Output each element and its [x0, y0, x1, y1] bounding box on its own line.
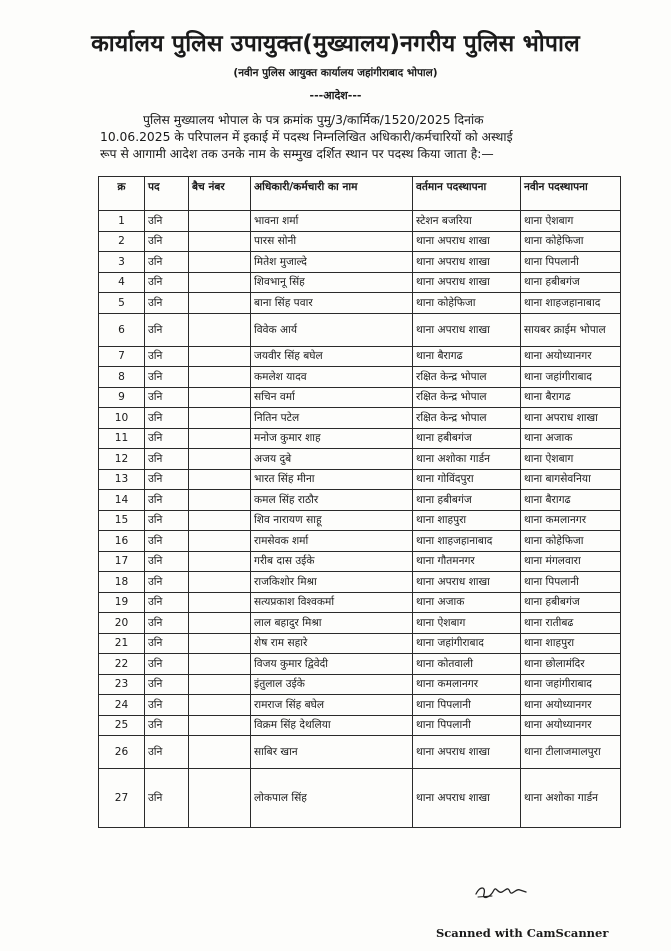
cell-name: राजकिशोर मिश्रा	[251, 572, 413, 593]
order-heading: ---आदेश---	[309, 89, 362, 102]
cell-name: रामराज सिंह बघेल	[251, 695, 413, 716]
cell-rank: उनि	[145, 387, 189, 408]
cell-current-posting: थाना ऐशबाग	[413, 613, 521, 634]
cell-rank: उनि	[145, 272, 189, 293]
cell-rank: उनि	[145, 313, 189, 346]
signature	[472, 880, 530, 902]
cell-sn: 14	[99, 490, 145, 511]
table-header-row	[99, 177, 621, 211]
table-row	[99, 211, 621, 232]
table-row	[99, 715, 621, 736]
cell-name: शिव नारायण साहू	[251, 510, 413, 531]
cell-new-posting: थाना टीलाजमालपुरा	[521, 736, 621, 769]
table-row	[99, 654, 621, 675]
cell-current-posting: थाना अपराध शाखा	[413, 572, 521, 593]
cell-badge	[189, 633, 251, 654]
cell-current-posting: थाना कोतवाली	[413, 654, 521, 675]
cell-current-posting: थाना अपराध शाखा	[413, 272, 521, 293]
cell-sn: 8	[99, 367, 145, 388]
cell-name: गरीब दास उईके	[251, 551, 413, 572]
cell-new-posting: थाना रातीबढ	[521, 613, 621, 634]
cell-new-posting: थाना बैरागढ	[521, 387, 621, 408]
header-badge: बैच नंबर	[189, 177, 251, 211]
cell-badge	[189, 346, 251, 367]
cell-name: इंतुलाल उईके	[251, 674, 413, 695]
cell-new-posting: थाना अयोध्यानगर	[521, 346, 621, 367]
table-row	[99, 367, 621, 388]
cell-name: पारस सोनी	[251, 231, 413, 252]
cell-sn: 25	[99, 715, 145, 736]
table-row	[99, 272, 621, 293]
cell-name: रामसेवक शर्मा	[251, 531, 413, 552]
cell-badge	[189, 313, 251, 346]
table-row	[99, 387, 621, 408]
cell-current-posting: थाना हबीबगंज	[413, 490, 521, 511]
table-row	[99, 674, 621, 695]
cell-name: शिवभानू सिंह	[251, 272, 413, 293]
cell-rank: उनि	[145, 293, 189, 314]
cell-rank: उनि	[145, 674, 189, 695]
cell-current-posting: थाना कोहेफिजा	[413, 293, 521, 314]
intro-line-3: रूप से आगामी आदेश तक उनके नाम के सम्मुख दर्शित स्थान पर पदस्थ किया जाता है:—	[100, 147, 494, 161]
cell-badge	[189, 252, 251, 273]
cell-rank: उनि	[145, 531, 189, 552]
cell-new-posting: थाना ऐशबाग	[521, 211, 621, 232]
cell-new-posting: थाना कोहेफिजा	[521, 531, 621, 552]
cell-sn: 10	[99, 408, 145, 429]
table-row	[99, 551, 621, 572]
table-row	[99, 572, 621, 593]
cell-new-posting: थाना छोलामंदिर	[521, 654, 621, 675]
cell-current-posting: रक्षित केन्द्र भोपाल	[413, 387, 521, 408]
header-current-posting: वर्तमान पदस्थापना	[413, 177, 521, 211]
cell-rank: उनि	[145, 252, 189, 273]
cell-rank: उनि	[145, 231, 189, 252]
office-title: कार्यालय पुलिस उपायुक्त(मुख्यालय)नगरीय पुलिस भोपाल	[91, 31, 580, 57]
cell-sn: 11	[99, 428, 145, 449]
cell-current-posting: थाना शाहजहानाबाद	[413, 531, 521, 552]
order-intro	[100, 112, 620, 163]
cell-badge	[189, 654, 251, 675]
cell-rank: उनि	[145, 592, 189, 613]
cell-new-posting: थाना पिपलानी	[521, 252, 621, 273]
cell-badge	[189, 469, 251, 490]
cell-badge	[189, 674, 251, 695]
cell-rank: उनि	[145, 408, 189, 429]
cell-badge	[189, 613, 251, 634]
cell-badge	[189, 367, 251, 388]
cell-sn: 23	[99, 674, 145, 695]
cell-new-posting: थाना अशोका गार्डन	[521, 769, 621, 828]
table-row	[99, 736, 621, 769]
cell-sn: 12	[99, 449, 145, 470]
cell-badge	[189, 428, 251, 449]
cell-new-posting: थाना जहांगीराबाद	[521, 674, 621, 695]
cell-rank: उनि	[145, 367, 189, 388]
cell-current-posting: थाना पिपलानी	[413, 695, 521, 716]
cell-current-posting: थाना अपराध शाखा	[413, 252, 521, 273]
cell-badge	[189, 490, 251, 511]
cell-badge	[189, 769, 251, 828]
header-sn: क्र	[99, 177, 145, 211]
cell-name: भारत सिंह मीना	[251, 469, 413, 490]
table-row	[99, 490, 621, 511]
cell-sn: 7	[99, 346, 145, 367]
cell-sn: 16	[99, 531, 145, 552]
cell-new-posting: थाना पिपलानी	[521, 572, 621, 593]
cell-name: लोकपाल सिंह	[251, 769, 413, 828]
cell-current-posting: थाना जहांगीराबाद	[413, 633, 521, 654]
cell-rank: उनि	[145, 736, 189, 769]
table-row	[99, 313, 621, 346]
cell-sn: 18	[99, 572, 145, 593]
cell-rank: उनि	[145, 654, 189, 675]
intro-line-1: पुलिस मुख्यालय भोपाल के पत्र क्रमांक पुमु/3/कार्मिक/1520/2025 दिनांक	[143, 113, 484, 127]
table-row	[99, 408, 621, 429]
table-row	[99, 231, 621, 252]
cell-name: सत्यप्रकाश विश्वकर्मा	[251, 592, 413, 613]
cell-current-posting: रक्षित केन्द्र भोपाल	[413, 367, 521, 388]
cell-sn: 2	[99, 231, 145, 252]
table-body	[99, 211, 621, 828]
cell-new-posting: थाना कोहेफिजा	[521, 231, 621, 252]
cell-badge	[189, 449, 251, 470]
cell-rank: उनि	[145, 428, 189, 449]
cell-sn: 26	[99, 736, 145, 769]
cell-new-posting: थाना ऐशबाग	[521, 449, 621, 470]
cell-new-posting: थाना शाहजहानाबाद	[521, 293, 621, 314]
cell-badge	[189, 592, 251, 613]
cell-sn: 20	[99, 613, 145, 634]
cell-sn: 15	[99, 510, 145, 531]
header-rank: पद	[145, 177, 189, 211]
cell-new-posting: थाना शाहपुरा	[521, 633, 621, 654]
cell-rank: उनि	[145, 449, 189, 470]
cell-name: सचिन वर्मा	[251, 387, 413, 408]
cell-sn: 22	[99, 654, 145, 675]
cell-new-posting: थाना बैरागढ	[521, 490, 621, 511]
table-row	[99, 769, 621, 828]
cell-rank: उनि	[145, 469, 189, 490]
cell-rank: उनि	[145, 572, 189, 593]
cell-rank: उनि	[145, 211, 189, 232]
cell-rank: उनि	[145, 715, 189, 736]
cell-rank: उनि	[145, 613, 189, 634]
cell-name: जयवीर सिंह बघेल	[251, 346, 413, 367]
cell-badge	[189, 510, 251, 531]
cell-name: शेष राम सहारे	[251, 633, 413, 654]
table-row	[99, 633, 621, 654]
cell-new-posting: थाना अपराध शाखा	[521, 408, 621, 429]
cell-badge	[189, 272, 251, 293]
cell-rank: उनि	[145, 769, 189, 828]
cell-current-posting: थाना अपराध शाखा	[413, 769, 521, 828]
cell-current-posting: थाना अपराध शाखा	[413, 736, 521, 769]
cell-sn: 19	[99, 592, 145, 613]
cell-badge	[189, 293, 251, 314]
cell-sn: 6	[99, 313, 145, 346]
intro-line-2: 10.06.2025 के परिपालन में इकाई में पदस्थ निम्नलिखित अधिकारी/कर्मचारियों को अस्थाई	[100, 130, 513, 144]
cell-new-posting: थाना हबीबगंज	[521, 592, 621, 613]
cell-new-posting: थाना जहांगीराबाद	[521, 367, 621, 388]
cell-badge	[189, 531, 251, 552]
cell-new-posting: थाना कमलानगर	[521, 510, 621, 531]
cell-new-posting: थाना हबीबगंज	[521, 272, 621, 293]
cell-badge	[189, 551, 251, 572]
cell-current-posting: थाना हबीबगंज	[413, 428, 521, 449]
posting-table	[98, 176, 621, 828]
header-new-posting: नवीन पदस्थापना	[521, 177, 621, 211]
cell-badge	[189, 408, 251, 429]
cell-rank: उनि	[145, 633, 189, 654]
cell-badge	[189, 211, 251, 232]
cell-name: बाना सिंह पवार	[251, 293, 413, 314]
cell-sn: 27	[99, 769, 145, 828]
cell-sn: 17	[99, 551, 145, 572]
cell-rank: उनि	[145, 510, 189, 531]
camscanner-watermark: Scanned with CamScanner	[436, 926, 609, 940]
cell-badge	[189, 715, 251, 736]
cell-name: साबिर खान	[251, 736, 413, 769]
table-row	[99, 293, 621, 314]
cell-current-posting: थाना गोविंदपुरा	[413, 469, 521, 490]
table-row	[99, 531, 621, 552]
cell-name: विजय कुमार द्विवेदी	[251, 654, 413, 675]
cell-sn: 21	[99, 633, 145, 654]
cell-name: कमल सिंह राठौर	[251, 490, 413, 511]
cell-badge	[189, 231, 251, 252]
table-row	[99, 469, 621, 490]
cell-current-posting: थाना अशोका गार्डन	[413, 449, 521, 470]
cell-name: भावना शर्मा	[251, 211, 413, 232]
cell-badge	[189, 695, 251, 716]
cell-rank: उनि	[145, 490, 189, 511]
cell-current-posting: थाना अजाक	[413, 592, 521, 613]
cell-name: विक्रम सिंह देथलिया	[251, 715, 413, 736]
table-row	[99, 449, 621, 470]
cell-rank: उनि	[145, 346, 189, 367]
cell-new-posting: थाना मंगलवारा	[521, 551, 621, 572]
cell-name: कमलेश यादव	[251, 367, 413, 388]
cell-name: अजय दुबे	[251, 449, 413, 470]
cell-name: नितिन पटेल	[251, 408, 413, 429]
cell-sn: 13	[99, 469, 145, 490]
cell-sn: 4	[99, 272, 145, 293]
cell-new-posting: थाना अयोध्यानगर	[521, 715, 621, 736]
cell-sn: 5	[99, 293, 145, 314]
cell-rank: उनि	[145, 551, 189, 572]
cell-name: विवेक आर्य	[251, 313, 413, 346]
table-row	[99, 592, 621, 613]
cell-current-posting: थाना शाहपुरा	[413, 510, 521, 531]
table-row	[99, 695, 621, 716]
cell-name: मनोज कुमार शाह	[251, 428, 413, 449]
cell-new-posting: थाना बागसेवनिया	[521, 469, 621, 490]
cell-new-posting: थाना अयोध्यानगर	[521, 695, 621, 716]
cell-current-posting: थाना अपराध शाखा	[413, 313, 521, 346]
table-row	[99, 510, 621, 531]
cell-name: लाल बहादुर मिश्रा	[251, 613, 413, 634]
cell-current-posting: थाना पिपलानी	[413, 715, 521, 736]
cell-current-posting: रक्षित केन्द्र भोपाल	[413, 408, 521, 429]
cell-current-posting: थाना अपराध शाखा	[413, 231, 521, 252]
cell-new-posting: सायबर क्राईम भोपाल	[521, 313, 621, 346]
cell-rank: उनि	[145, 695, 189, 716]
table-row	[99, 252, 621, 273]
cell-badge	[189, 736, 251, 769]
cell-current-posting: स्टेशन बजरिया	[413, 211, 521, 232]
cell-sn: 9	[99, 387, 145, 408]
table-row	[99, 613, 621, 634]
cell-badge	[189, 572, 251, 593]
cell-new-posting: थाना अजाक	[521, 428, 621, 449]
table-row	[99, 428, 621, 449]
cell-sn: 3	[99, 252, 145, 273]
cell-current-posting: थाना कमलानगर	[413, 674, 521, 695]
office-address: (नवीन पुलिस आयुक्त कार्यालय जहांगीराबाद भोपाल)	[233, 67, 438, 79]
cell-name: मितेश मुजाल्दे	[251, 252, 413, 273]
table-row	[99, 346, 621, 367]
header-name: अधिकारी/कर्मचारी का नाम	[251, 177, 413, 211]
cell-current-posting: थाना गौतमनगर	[413, 551, 521, 572]
cell-sn: 1	[99, 211, 145, 232]
cell-sn: 24	[99, 695, 145, 716]
cell-current-posting: थाना बैरागढ	[413, 346, 521, 367]
cell-badge	[189, 387, 251, 408]
